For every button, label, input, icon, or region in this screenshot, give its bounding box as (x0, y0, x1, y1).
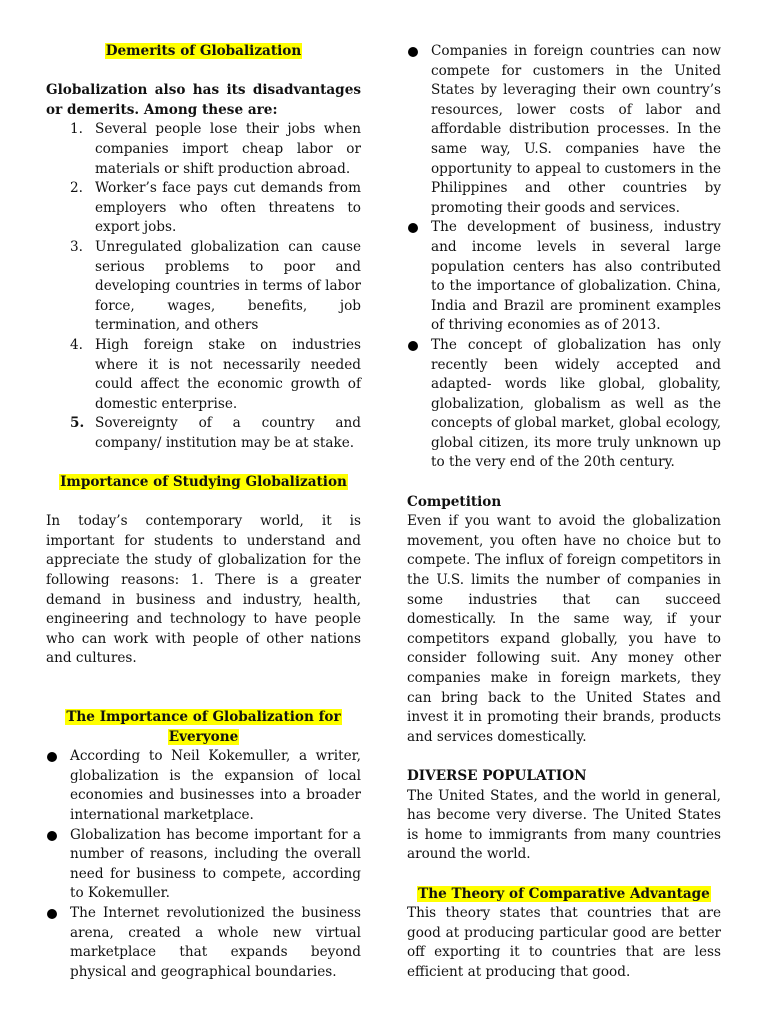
right-bullet-text: Companies in foreign countries can now compete for customers in the United States by leveraging their own country’s resources, lower costs of labor and affordable distribution processes. In the same way, U.S. companies have the opportunity to appeal to customers in the Philippines and other countries by promoting their goods and services. (431, 43, 721, 216)
demerits-item-number: 1. (70, 121, 83, 138)
demerits-intro: Globalization also has its disadvantages or demerits. Among these are: (46, 82, 361, 118)
everyone-heading-line (46, 708, 361, 747)
bullet-dot-icon (47, 752, 57, 762)
bullet-dot-icon (408, 47, 418, 57)
studying-heading-line (46, 473, 361, 493)
bullet-dot-icon (47, 831, 57, 841)
demerits-item-text: Sovereignty of a country and company/ institution may be at stake. (95, 415, 361, 451)
right-bullet-text: The development of business, industry and income levels in several large population centers has also contributed to the importance of globalization. China, India and Brazil are prominent examples of thriving economies as of 2013. (431, 219, 721, 334)
demerits-heading: Demerits of Globalization (105, 43, 302, 59)
theory-paragraph: This theory states that countries that are good at producing particular good are better off exporting it to countries that are less efficient at producing that good. (407, 905, 721, 980)
everyone-heading-part2: Everyone (168, 728, 239, 745)
demerits-item-text: High foreign stake on industries where it is not necessarily needed could affect the economic growth of domestic enterprise. (95, 336, 361, 412)
competition-paragraph: Even if you want to avoid the globalization movement, you often have no choice but to compete. The influx of foreign competitors in the U.S. limits the number of companies in some industries that can succeed domestically. In the same way, if your competitors expand globally, you have to consider following suit. Any money other companies make in foreign markets, they can bring back to the United States and invest it in promoting their brands, products and services domestically. (407, 513, 721, 745)
demerits-item-1 (46, 120, 361, 179)
everyone-bullet-text: The Internet revolutionized the business arena, created a whole new virtual marketplace that expands beyond physical and geographical boundaries. (70, 904, 361, 980)
right-bullet-2 (407, 218, 721, 336)
right-bullet-3 (407, 336, 721, 473)
demerits-item-number: 5. (70, 415, 85, 432)
demerits-item-number: 4. (70, 336, 83, 353)
diverse-heading: DIVERSE POPULATION (407, 767, 587, 784)
demerits-heading-line (46, 42, 361, 62)
bullet-dot-icon (47, 909, 57, 919)
demerits-list (46, 120, 361, 453)
demerits-item-number: 3. (70, 238, 83, 255)
right-bullet-text: The concept of globalization has only recently been widely accepted and adapted- words like global, globality, globalization, globalism as well as the concepts of global market, global ecology, global citizen, its more truly unknown up to the very end of the 20th century. (431, 336, 721, 471)
everyone-bullet-3 (46, 904, 361, 982)
bullet-dot-icon (408, 223, 418, 233)
demerits-item-text: Several people lose their jobs when companies import cheap labor or materials or shift production abroad. (95, 121, 361, 177)
demerits-item-3 (46, 238, 361, 336)
competition-heading: Competition (407, 493, 502, 510)
theory-heading: The Theory of Comparative Advantage (418, 885, 710, 902)
demerits-item-5 (46, 414, 361, 453)
demerits-item-text: Worker’s face pays cut demands from employers who often threatens to export jobs. (95, 180, 361, 236)
right-column (407, 42, 721, 983)
everyone-bullet-list (46, 747, 361, 982)
studying-paragraph: In today’s contemporary world, it is important for students to understand and appreciate the study of globalization for the following reasons: 1. There is a greater demand in business and industry, health, engineering and technology to have people who can work with people of other nations and cultures. (46, 513, 361, 667)
demerits-item-4 (46, 336, 361, 414)
everyone-bullet-text: Globalization has become important for a number of reasons, including the overall need for business to compete, according to Kokemuller. (70, 826, 361, 902)
right-bullet-1 (407, 42, 721, 218)
everyone-heading-part1: The Importance of Globalization for (66, 709, 341, 725)
demerits-item-number: 2. (70, 180, 83, 197)
studying-heading: Importance of Studying Globalization (60, 474, 347, 491)
everyone-bullet-text: According to Neil Kokemuller, a writer, globalization is the expansion of local economies and businesses into a broader international marketplace. (70, 748, 361, 823)
everyone-bullet-1 (46, 747, 361, 825)
demerits-item-2 (46, 179, 361, 238)
diverse-paragraph: The United States, and the world in general, has become very diverse. The United States is home to immigrants from many countries around the world. (407, 787, 721, 863)
left-column (46, 42, 361, 982)
demerits-item-text: Unregulated globalization can cause serious problems to poor and developing countries in terms of labor force, wages, benefits, job termination, and others (95, 238, 361, 334)
theory-heading-line (407, 885, 721, 905)
bullet-dot-icon (408, 341, 418, 351)
everyone-bullet-2 (46, 826, 361, 904)
right-bullet-list (407, 42, 721, 473)
